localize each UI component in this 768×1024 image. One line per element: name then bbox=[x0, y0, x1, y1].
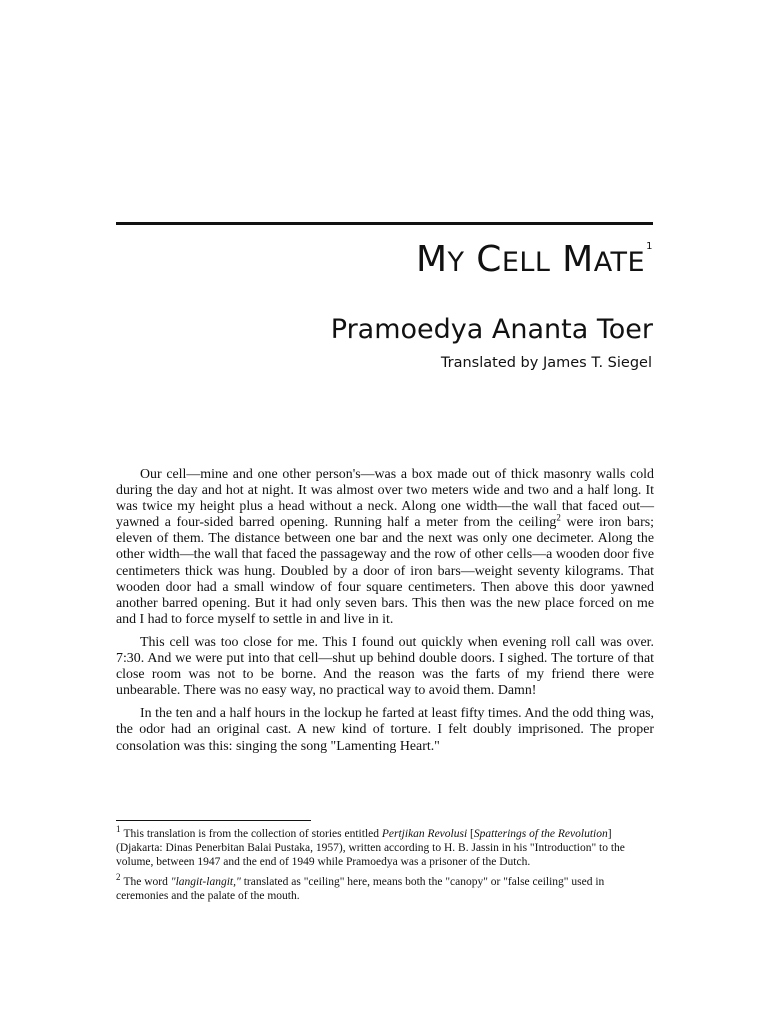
title-word-mate-initial: M bbox=[562, 239, 594, 280]
paragraph-2: This cell was too close for me. This I found out quickly when evening roll call was over. 7:30. And we were put into that cell—shut up behind double doors. I sighed. The torture of that close room was not to be borne. And the reason was the farts of my friend there were unbearable. There was no easy way, no practical way to avoid them. Damn! bbox=[116, 634, 654, 699]
paragraph-1 bbox=[116, 467, 654, 628]
footnote-2-italic-word: "langit-langit," bbox=[170, 875, 241, 888]
footnote-1-italic-title: Pertjikan Revolusi bbox=[381, 828, 468, 840]
translator-credit: Translated by James T. Siegel bbox=[440, 355, 652, 371]
title-word-mate-rest: ATE bbox=[593, 247, 646, 278]
page-title bbox=[416, 240, 653, 280]
footnote-1-italic-translation: Spatterings of the Revolution bbox=[473, 828, 608, 840]
footnote-1-text-a: This translation is from the collection of stories entitled bbox=[123, 828, 382, 840]
paragraph-1-text-a: Our cell—mine and one other person's—was a box made out of thick masonry walls cold during the day and hot at night. It was almost over two meters wide and two and a half long. It was twice my height plus a head without a neck. Along one width—the wall that faced out—yawned a four-sided barred opening. Running half a meter from the ceiling bbox=[116, 467, 654, 531]
footnotes bbox=[116, 824, 654, 908]
footnote-2-text-a: The word bbox=[123, 875, 171, 888]
footnote-1 bbox=[116, 824, 654, 870]
title-word-cell-initial: C bbox=[476, 239, 502, 280]
paragraph-3: In the ten and a half hours in the lockup he farted at least fifty times. And the odd thing was, the odor had an original cast. A new kind of torture. I felt doubly imprisoned. The proper consolation was this: singing the song "Lamenting Heart." bbox=[116, 706, 654, 754]
title-word-my-initial: M bbox=[415, 239, 448, 280]
story-body bbox=[116, 467, 654, 762]
title-rule bbox=[116, 222, 653, 225]
title-word-my-rest: Y bbox=[447, 247, 465, 278]
footnote-1-number: 1 bbox=[116, 824, 121, 835]
title-word-cell-rest: ELL bbox=[501, 247, 551, 278]
footnote-1-text-b: [ bbox=[467, 828, 474, 840]
footnote-1-text-c: ] (Djakarta: Dinas Penerbitan Balai Pustaka, 1957), written according to H. B. Jassin in his "Introduction" to the volume, between 1947 and the end of 1949 while Pramoedya was a prisoner of the Dutch. bbox=[116, 828, 625, 869]
footnote-separator bbox=[116, 820, 311, 821]
author-name: Pramoedya Ananta Toer bbox=[330, 314, 653, 345]
footnote-ref-2: 2 bbox=[556, 512, 561, 523]
footnote-2 bbox=[116, 871, 654, 903]
footnote-2-text-b: translated as "ceiling" here, means both the "canopy" or "false ceiling" used in ceremonies and the palate of the mouth. bbox=[116, 875, 605, 902]
title-footnote-ref: 1 bbox=[646, 241, 653, 252]
paragraph-1-text-b: were iron bars; eleven of them. The distance between one bar and the next was only one decimeter. Along the other width—the wall that faced the passageway and the row of other cells—a wooden door five centimeters thick was hung. Doubled by a door of iron bars—weight seventy kilograms. That wooden door had a small window of four square centimeters. Then above this door yawned another barred opening. But it had only seven bars. This then was the new place forced on me and I had to force myself to settle in and live in it. bbox=[116, 515, 654, 627]
footnote-2-number: 2 bbox=[116, 871, 121, 882]
